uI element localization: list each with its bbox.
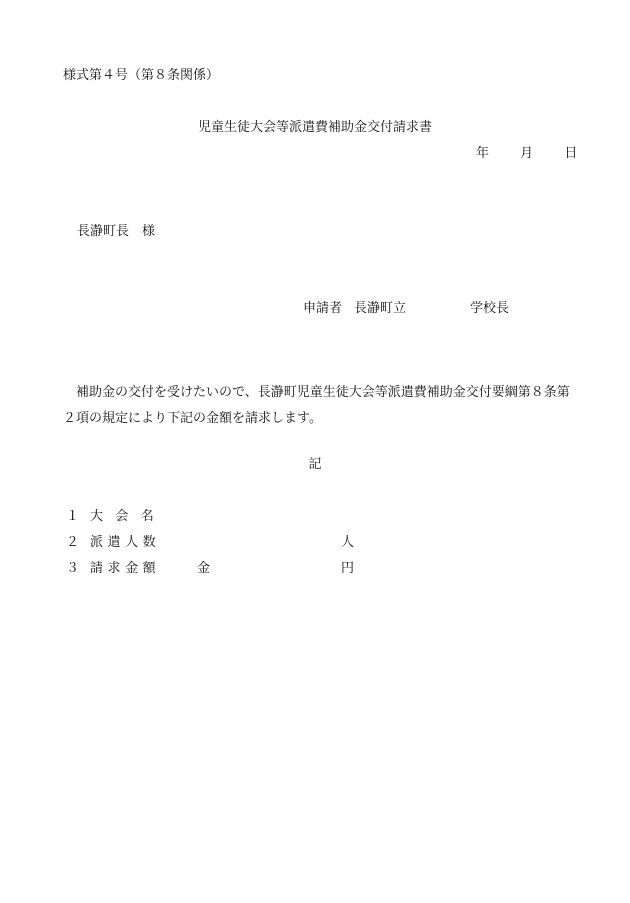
date-day-label: 日 [564, 146, 578, 161]
document-title: 児童生徒大会等派遣費補助金交付請求書 [197, 120, 432, 135]
item-unit-yen: 円 [341, 561, 355, 576]
date-month-label: 月 [520, 146, 534, 161]
addressee [77, 225, 155, 238]
ki-heading: 記 [308, 457, 322, 472]
school-principal: 学校長 [470, 301, 510, 316]
form-number: 様式第４号（第８条関係） [63, 68, 220, 83]
item-label-event-name: 大会名 [90, 509, 167, 524]
item-unit-people: 人 [341, 535, 355, 550]
applicant-label: 申請者 [303, 301, 343, 316]
item-label-dispatch-count: 派遣人数 [90, 535, 161, 550]
item-number: ２ [66, 535, 80, 550]
addressee-honorific: 様 [142, 224, 156, 239]
applicant-line [303, 302, 509, 315]
request-body-text: 補助金の交付を受けたいので、長瀞町児童生徒大会等派遣費補助金交付要綱第８条第２項の規定により下記の金額を請求します。 [63, 385, 570, 426]
item-number: ３ [66, 561, 80, 576]
item-label-request-amount: 請求金額 [90, 561, 161, 576]
date-year-label: 年 [476, 146, 490, 161]
school-prefix: 長瀞町立 [354, 301, 407, 316]
item-number: １ [66, 509, 80, 524]
date-line [476, 147, 577, 160]
item-prefix-kin: 金 [197, 561, 211, 576]
addressee-name: 長瀞町長 [77, 224, 130, 239]
